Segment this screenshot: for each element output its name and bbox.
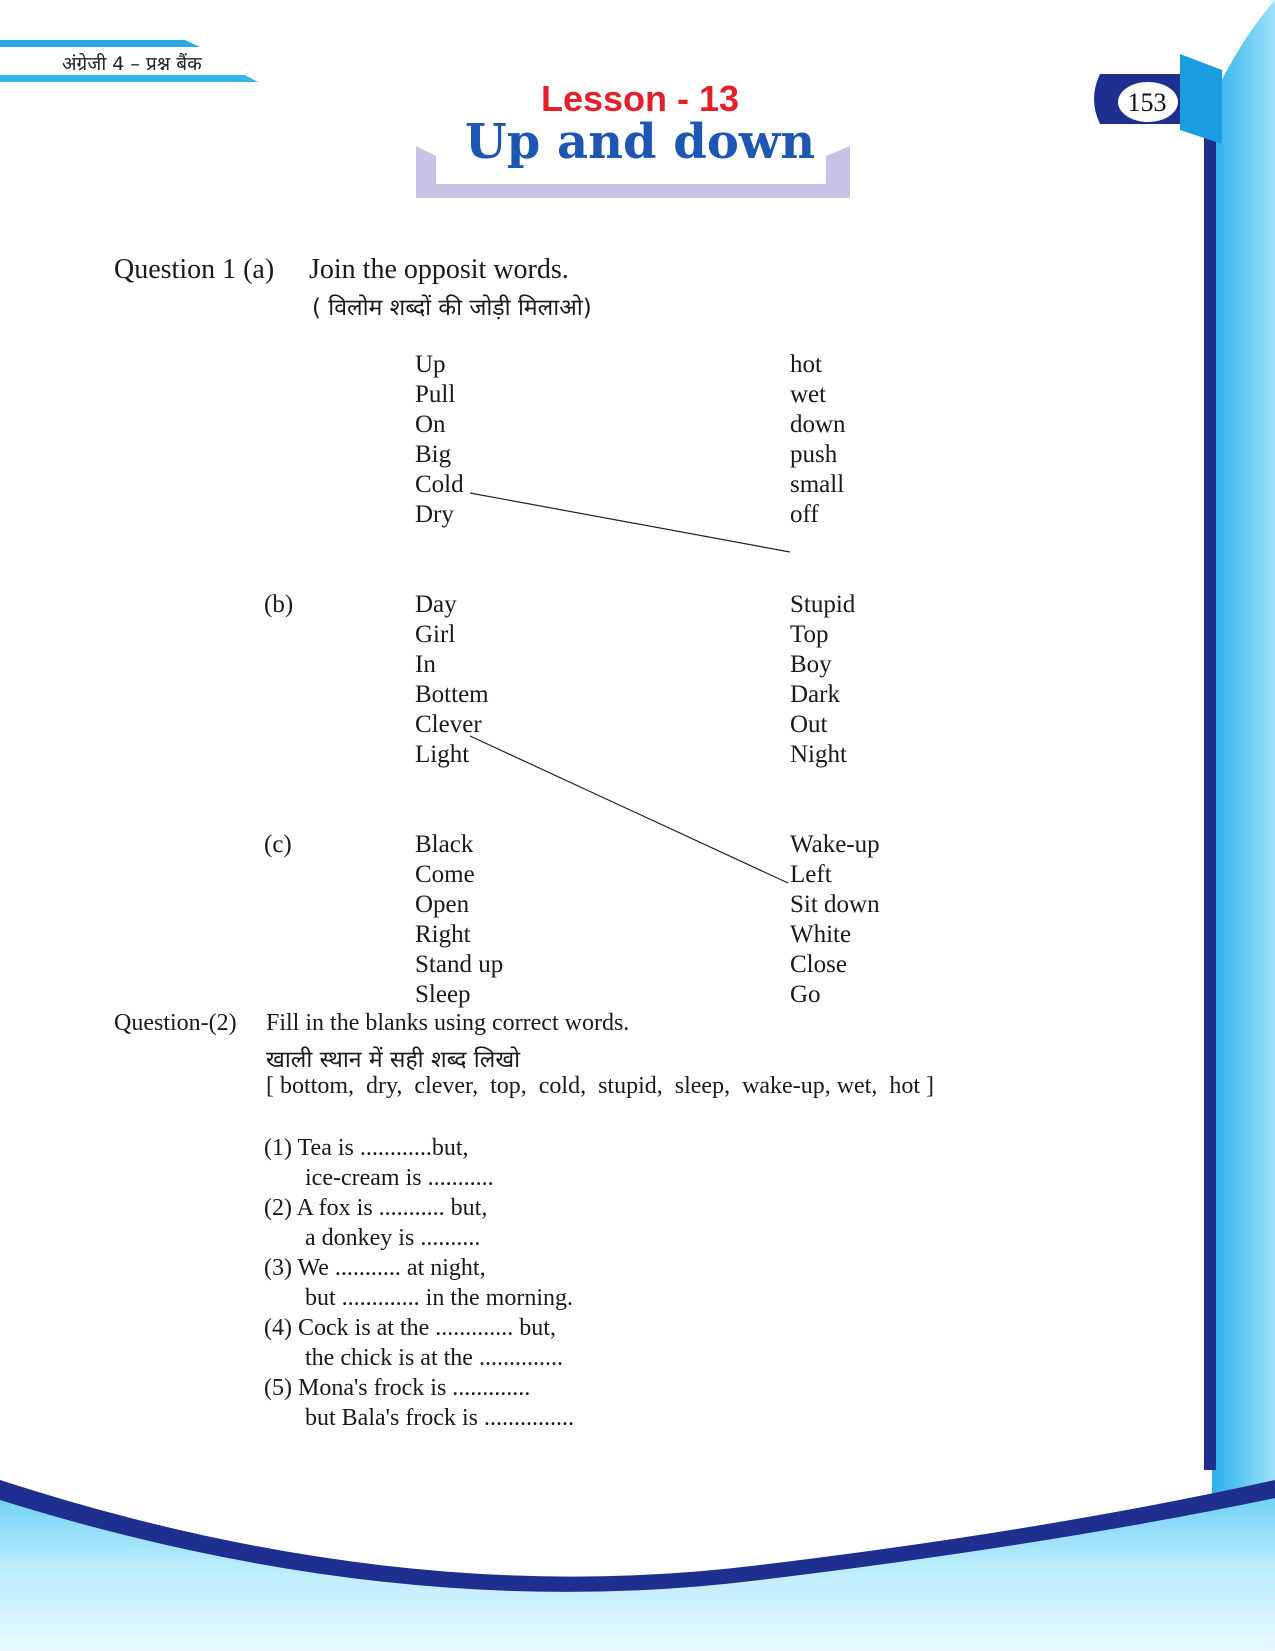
list-item: Left [790, 861, 832, 888]
list-item: Bottem [415, 681, 489, 708]
list-item: Girl [415, 621, 456, 648]
list-item: off [790, 501, 819, 528]
list-item: Day [415, 591, 457, 618]
question1-instruction: Join the opposit words. [309, 254, 569, 285]
lesson-title: Up and down [464, 114, 816, 170]
part-b-right-column [790, 590, 855, 770]
question2-instruction-hindi: खाली स्थान में सही शब्द लिखो [266, 1047, 521, 1073]
list-item: Light [415, 741, 470, 768]
fill-item-line: a donkey is .......... [305, 1225, 481, 1251]
match-line-a [470, 493, 790, 552]
list-item: White [790, 921, 852, 948]
list-item: Right [415, 921, 471, 948]
list-item: Big [415, 441, 452, 468]
question1-instruction-hindi: ( विलोम शब्दों की जोड़ी मिलाओ) [312, 295, 592, 321]
side-panel [1212, 0, 1275, 1651]
fill-item-line: but Bala's frock is ............... [305, 1405, 574, 1431]
list-item: Cold [415, 471, 464, 498]
part-a-right-column [790, 350, 846, 530]
part-c-label: (c) [264, 831, 292, 858]
word-bank: [ bottom, dry, clever, top, cold, stupid, sleep, wake-up, wet, hot ] [266, 1073, 935, 1099]
list-item: Black [415, 831, 474, 858]
lesson-number: Lesson - 13 [540, 78, 740, 119]
fill-item-line: (2) A fox is ........... but, [264, 1195, 488, 1221]
header-band [0, 40, 200, 47]
part-b-label: (b) [264, 591, 294, 618]
fill-item-line: (3) We ........... at night, [264, 1255, 486, 1281]
bottom-wave [0, 1480, 1275, 1651]
book-label: अंग्रेजी 4 – प्रश्न बैंक [62, 53, 202, 75]
list-item: Go [790, 981, 821, 1008]
list-item: Night [790, 741, 847, 768]
page-number: 153 [1127, 88, 1167, 117]
fill-item-line: but ............. in the morning. [305, 1285, 573, 1311]
fill-item-line: (1) Tea is ............but, [264, 1135, 469, 1161]
question2-label: Question-(2) [114, 1010, 237, 1036]
list-item: Wake-up [790, 831, 880, 858]
list-item: Pull [415, 381, 456, 408]
fill-item-line: (5) Mona's frock is ............. [264, 1375, 531, 1401]
list-item: Dark [790, 681, 840, 708]
list-item: Come [415, 861, 475, 888]
part-a-left-column [415, 350, 464, 530]
list-item: Up [415, 351, 446, 378]
list-item: Sleep [415, 981, 471, 1008]
list-item: push [790, 441, 838, 468]
match-line-bc [470, 736, 788, 883]
list-item: Close [790, 951, 847, 978]
list-item: Out [790, 711, 828, 738]
fill-item-line: ice-cream is ........... [305, 1165, 494, 1191]
list-item: small [790, 471, 845, 498]
list-item: Stupid [790, 591, 856, 618]
list-item: hot [790, 351, 822, 378]
fill-in-blanks-list [264, 1133, 574, 1433]
fill-item-line: (4) Cock is at the ............. but, [264, 1315, 556, 1341]
list-item: Top [790, 621, 829, 648]
list-item: down [790, 411, 846, 438]
part-c-right-column [790, 830, 880, 1010]
list-item: Open [415, 891, 470, 918]
question1-label: Question 1 (a) [114, 254, 275, 285]
list-item: Dry [415, 501, 454, 528]
part-c-left-column [415, 830, 503, 1010]
fill-item-line: the chick is at the .............. [305, 1345, 563, 1371]
question2-instruction: Fill in the blanks using correct words. [266, 1010, 630, 1036]
list-item: In [415, 651, 436, 678]
list-item: Stand up [415, 951, 504, 978]
list-item: Boy [790, 651, 832, 678]
list-item: Clever [415, 711, 482, 738]
part-b-left-column [415, 590, 489, 770]
list-item: On [415, 411, 446, 438]
list-item: wet [790, 381, 827, 408]
list-item: Sit down [790, 891, 880, 918]
